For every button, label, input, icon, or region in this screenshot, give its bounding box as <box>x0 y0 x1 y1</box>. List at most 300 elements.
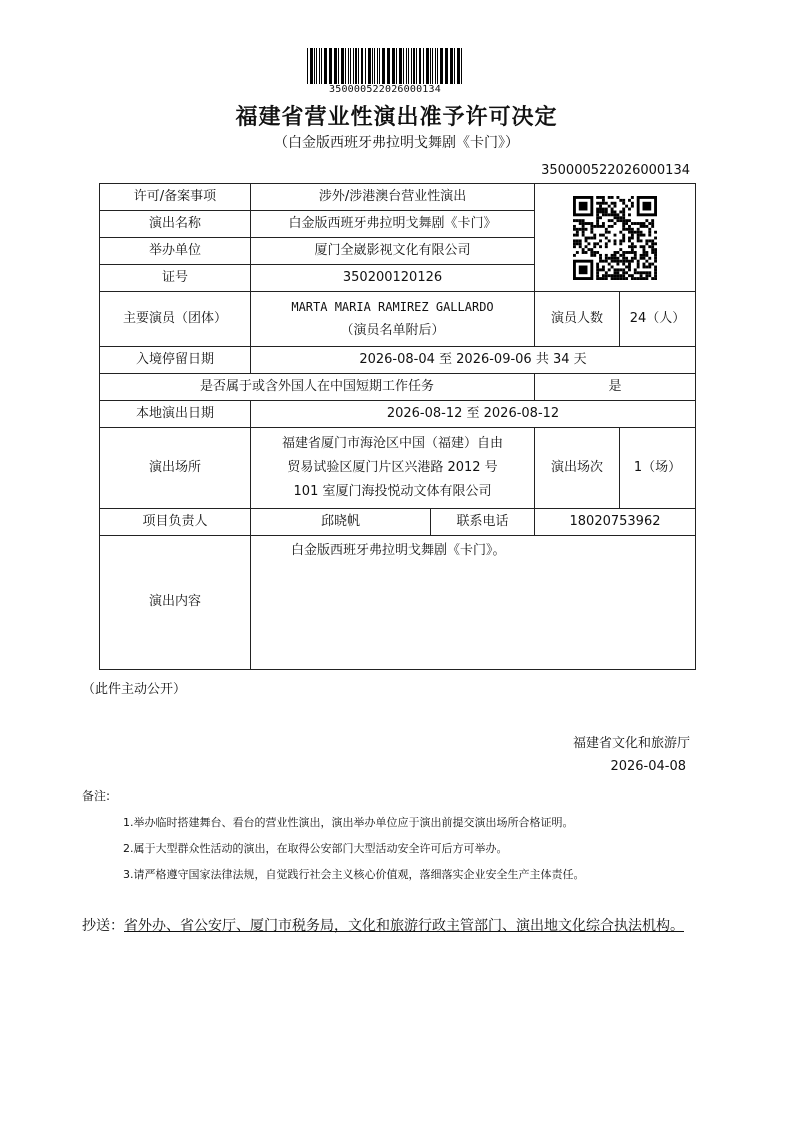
qr-module <box>651 219 654 222</box>
label-show-name: 演出名称 <box>100 211 251 238</box>
qr-module <box>651 248 654 251</box>
qr-module <box>622 219 625 222</box>
barcode-bar <box>426 48 429 84</box>
qr-module <box>593 233 596 236</box>
barcode-bar <box>377 48 378 84</box>
qr-module <box>619 277 622 280</box>
qr-module <box>582 219 585 222</box>
qr-module <box>645 259 648 262</box>
barcode-bar <box>374 48 375 84</box>
qr-module <box>622 277 625 280</box>
qr-module <box>628 265 631 268</box>
qr-module <box>590 251 593 254</box>
qr-module <box>631 222 634 225</box>
qr-module <box>645 254 648 257</box>
qr-module <box>582 233 585 236</box>
qr-module <box>631 230 634 233</box>
qr-module <box>622 233 625 236</box>
performer-list-note: （演员名单附后） <box>340 323 445 339</box>
qr-module <box>631 251 634 254</box>
qr-module <box>634 245 637 248</box>
qr-module <box>643 271 646 274</box>
qr-module <box>602 268 605 271</box>
barcode <box>305 48 465 84</box>
qr-module <box>640 230 643 233</box>
barcode-bar <box>435 48 436 84</box>
barcode-bar <box>382 48 385 84</box>
qr-module <box>622 227 625 230</box>
qr-module <box>614 239 617 242</box>
value-main-performers <box>251 292 535 347</box>
qr-module <box>622 268 625 271</box>
barcode-bar <box>430 48 431 84</box>
barcode-number: 350000522026000134 <box>329 84 441 95</box>
label-content: 演出内容 <box>100 535 251 669</box>
barcode-bar <box>454 48 455 84</box>
qr-module <box>590 225 593 228</box>
qr-module <box>619 268 622 271</box>
qr-module <box>648 274 651 277</box>
qr-module <box>628 262 631 265</box>
qr-module <box>590 227 593 230</box>
qr-module <box>622 236 625 239</box>
qr-module <box>593 236 596 239</box>
qr-module <box>616 216 619 219</box>
qr-module <box>622 198 625 201</box>
barcode-bar <box>338 48 339 84</box>
qr-module <box>645 277 648 280</box>
qr-module <box>611 213 614 216</box>
qr-module <box>622 256 625 259</box>
qr-module <box>596 213 599 216</box>
qr-module <box>608 213 611 216</box>
qr-module <box>654 251 657 254</box>
qr-module <box>648 222 651 225</box>
qr-module <box>614 222 617 225</box>
qr-module <box>616 259 619 262</box>
qr-module <box>614 256 617 259</box>
qr-module <box>602 196 605 199</box>
qr-code <box>573 196 657 280</box>
qr-module <box>605 271 608 274</box>
qr-module <box>625 222 628 225</box>
qr-module <box>608 262 611 265</box>
qr-module <box>611 259 614 262</box>
qr-module <box>608 256 611 259</box>
qr-module <box>625 277 628 280</box>
qr-module <box>596 225 599 228</box>
qr-module <box>605 242 608 245</box>
barcode-bar <box>440 48 443 84</box>
qr-module <box>628 259 631 262</box>
qr-module <box>576 242 579 245</box>
qr-module <box>628 227 631 230</box>
qr-module <box>645 274 648 277</box>
qr-module <box>619 198 622 201</box>
barcode-bar <box>350 48 351 84</box>
qr-module <box>651 251 654 254</box>
document-number: 350000522026000134 <box>541 163 690 178</box>
qr-module <box>619 230 622 233</box>
qr-module <box>654 271 657 274</box>
qr-module <box>651 262 654 265</box>
value-organizer: 厦门全崴影视文化有限公司 <box>251 238 535 265</box>
barcode-bar <box>316 48 317 84</box>
value-performer-count: 24（人） <box>620 292 696 347</box>
qr-module <box>622 225 625 228</box>
qr-module <box>614 268 617 271</box>
qr-module <box>599 225 602 228</box>
qr-module <box>637 236 640 239</box>
qr-module <box>616 271 619 274</box>
qr-module <box>602 274 605 277</box>
qr-module <box>645 251 648 254</box>
qr-module <box>651 225 654 228</box>
qr-module <box>608 268 611 271</box>
qr-module <box>596 274 599 277</box>
qr-module <box>596 268 599 271</box>
value-license: 350200120126 <box>251 265 535 292</box>
qr-module <box>634 254 637 257</box>
qr-module <box>637 271 640 274</box>
value-stay-dates: 2026-08-04 至 2026-09-06 共 34 天 <box>251 347 696 374</box>
qr-module <box>590 222 593 225</box>
barcode-bar <box>416 48 417 84</box>
document-title: 福建省营业性演出准予许可决定 <box>235 105 558 130</box>
qr-module <box>602 210 605 213</box>
qr-module <box>605 213 608 216</box>
qr-module <box>579 239 582 242</box>
qr-module <box>654 230 657 233</box>
qr-module <box>611 256 614 259</box>
barcode-bar <box>341 48 344 84</box>
qr-module <box>602 213 605 216</box>
qr-module <box>587 222 590 225</box>
qr-module <box>631 248 634 251</box>
qr-module <box>654 256 657 259</box>
qr-module <box>619 248 622 251</box>
barcode-bar <box>461 48 462 84</box>
qr-module <box>643 277 646 280</box>
qr-module <box>605 245 608 248</box>
qr-module <box>625 265 628 268</box>
qr-module <box>616 277 619 280</box>
barcode-bar <box>345 48 346 84</box>
issuer-name: 福建省文化和旅游厅 <box>572 736 690 751</box>
note-item-2: 2.属于大型群众性活动的演出，在取得公安部门大型活动安全许可后方可举办。 <box>123 842 508 855</box>
qr-module <box>643 222 646 225</box>
qr-module <box>643 248 646 251</box>
label-short-term-work: 是否属于或含外国人在中国短期工作任务 <box>100 374 535 401</box>
qr-module <box>622 222 625 225</box>
qr-module <box>614 204 617 207</box>
qr-module <box>622 271 625 274</box>
qr-module <box>590 230 593 233</box>
qr-module <box>582 251 585 254</box>
barcode-bar <box>445 48 448 84</box>
qr-module <box>576 230 579 233</box>
qr-module <box>614 233 617 236</box>
qr-module <box>599 268 602 271</box>
qr-module <box>648 230 651 233</box>
qr-module <box>573 219 576 222</box>
qr-module <box>573 239 576 242</box>
qr-module <box>579 227 582 230</box>
qr-module <box>637 239 640 242</box>
qr-module <box>628 251 631 254</box>
qr-module <box>645 242 648 245</box>
barcode-bar <box>413 48 415 84</box>
qr-module <box>640 277 643 280</box>
barcode-bar <box>329 48 332 84</box>
label-sessions: 演出场次 <box>535 428 620 508</box>
value-local-dates: 2026-08-12 至 2026-08-12 <box>251 401 696 428</box>
qr-module <box>573 233 576 236</box>
qr-module <box>654 254 657 257</box>
qr-module <box>573 242 576 245</box>
qr-module <box>631 204 634 207</box>
qr-module <box>654 236 657 239</box>
qr-module <box>585 236 588 239</box>
qr-module <box>599 256 602 259</box>
qr-module <box>634 251 637 254</box>
qr-module <box>611 219 614 222</box>
qr-module <box>605 201 608 204</box>
qr-module <box>640 274 643 277</box>
qr-module <box>602 198 605 201</box>
qr-module <box>654 259 657 262</box>
qr-module <box>648 265 651 268</box>
barcode-bar <box>361 48 363 84</box>
qr-module <box>611 254 614 257</box>
qr-module <box>625 227 628 230</box>
label-manager: 项目负责人 <box>100 508 251 535</box>
label-local-dates: 本地演出日期 <box>100 401 251 428</box>
qr-module <box>645 219 648 222</box>
qr-module <box>631 201 634 204</box>
label-phone: 联系电话 <box>431 508 535 535</box>
qr-module <box>616 268 619 271</box>
barcode-bar <box>358 48 359 84</box>
qr-module <box>587 242 590 245</box>
qr-module <box>643 254 646 257</box>
qr-module <box>651 222 654 225</box>
qr-module <box>622 259 625 262</box>
qr-module <box>628 225 631 228</box>
qr-module <box>640 271 643 274</box>
qr-module <box>599 204 602 207</box>
qr-module <box>573 227 576 230</box>
qr-module <box>602 225 605 228</box>
barcode-bar <box>411 48 412 84</box>
qr-module <box>599 245 602 248</box>
qr-module <box>585 227 588 230</box>
value-show-name: 白金版西班牙弗拉明戈舞剧《卡门》 <box>251 211 535 238</box>
barcode-bar <box>403 48 404 84</box>
notes-label: 备注: <box>82 789 111 803</box>
qr-module <box>593 225 596 228</box>
qr-module <box>611 265 614 268</box>
qr-module <box>622 254 625 257</box>
qr-module <box>605 274 608 277</box>
qr-module <box>576 233 579 236</box>
qr-module <box>576 251 579 254</box>
qr-module <box>599 196 602 199</box>
label-license: 证号 <box>100 265 251 292</box>
qr-module <box>637 227 640 230</box>
qr-module <box>631 196 634 199</box>
qr-module <box>579 219 582 222</box>
qr-module <box>614 242 617 245</box>
value-content: 白金版西班牙弗拉明戈舞剧《卡门》。 <box>251 535 696 669</box>
qr-module <box>614 213 617 216</box>
qr-module <box>643 245 646 248</box>
qr-module <box>628 219 631 222</box>
qr-module <box>643 233 646 236</box>
qr-module <box>643 265 646 268</box>
qr-module <box>622 274 625 277</box>
cc-section <box>82 914 712 938</box>
qr-module <box>582 230 585 233</box>
qr-module <box>596 271 599 274</box>
qr-module <box>634 268 637 271</box>
qr-module <box>616 262 619 265</box>
qr-module <box>625 219 628 222</box>
label-organizer: 举办单位 <box>100 238 251 265</box>
qr-module <box>634 256 637 259</box>
qr-module <box>628 245 631 248</box>
qr-module <box>616 274 619 277</box>
qr-module <box>582 225 585 228</box>
qr-module <box>593 242 596 245</box>
qr-module <box>596 210 599 213</box>
qr-module <box>599 201 602 204</box>
qr-module <box>596 262 599 265</box>
qr-module <box>619 210 622 213</box>
qr-module <box>654 274 657 277</box>
qr-module <box>596 277 599 280</box>
qr-module <box>599 210 602 213</box>
barcode-bar <box>423 48 424 84</box>
qr-module <box>579 245 582 248</box>
qr-module <box>602 259 605 262</box>
qr-module <box>596 219 599 222</box>
qr-module <box>608 230 611 233</box>
barcode-bar <box>321 48 322 84</box>
barcode-bar <box>314 48 315 84</box>
qr-module <box>619 239 622 242</box>
barcode-bar <box>319 48 320 84</box>
public-note: （此件主动公开） <box>82 682 187 697</box>
venue-line-2: 贸易试验区厦门片区兴港路 2012 号 <box>287 460 498 476</box>
qr-module <box>614 259 617 262</box>
qr-module <box>596 222 599 225</box>
qr-module <box>611 277 614 280</box>
qr-module <box>654 277 657 280</box>
qr-module <box>645 265 648 268</box>
qr-module <box>602 277 605 280</box>
qr-module <box>573 225 576 228</box>
barcode-bar <box>387 48 390 84</box>
qr-module <box>605 227 608 230</box>
qr-module <box>614 216 617 219</box>
barcode-bar <box>399 48 402 84</box>
barcode-bar <box>368 48 371 84</box>
qr-module <box>640 239 643 242</box>
qr-module <box>622 207 625 210</box>
qr-module <box>605 277 608 280</box>
qr-module <box>619 216 622 219</box>
qr-module <box>611 210 614 213</box>
barcode-bar <box>450 48 453 84</box>
qr-module <box>628 239 631 242</box>
qr-module <box>645 239 648 242</box>
cc-label: 抄送： <box>82 918 124 934</box>
qr-module <box>602 201 605 204</box>
qr-module <box>596 242 599 245</box>
barcode-bar <box>457 48 460 84</box>
qr-module <box>654 242 657 245</box>
qr-module <box>605 236 608 239</box>
qr-module <box>616 213 619 216</box>
qr-module <box>643 256 646 259</box>
qr-module <box>599 277 602 280</box>
qr-module <box>622 262 625 265</box>
qr-finder <box>579 201 588 210</box>
qr-module <box>602 207 605 210</box>
qr-module <box>593 254 596 257</box>
qr-module <box>599 216 602 219</box>
qr-module <box>640 222 643 225</box>
qr-module <box>576 239 579 242</box>
qr-module <box>619 219 622 222</box>
qr-module <box>625 271 628 274</box>
cc-recipients: 省外办、省公安厅、厦门市税务局，文化和旅游行政主管部门、演出地文化综合执法机构。 <box>124 918 684 934</box>
qr-module <box>643 262 646 265</box>
qr-module <box>582 222 585 225</box>
qr-module <box>585 251 588 254</box>
qr-module <box>628 236 631 239</box>
qr-module <box>596 251 599 254</box>
qr-module <box>628 268 631 271</box>
qr-module <box>631 256 634 259</box>
qr-module <box>648 262 651 265</box>
barcode-bar <box>372 48 373 84</box>
qr-module <box>602 222 605 225</box>
qr-module <box>573 245 576 248</box>
qr-code-cell <box>535 184 696 292</box>
qr-module <box>643 225 646 228</box>
qr-module <box>645 271 648 274</box>
qr-module <box>622 216 625 219</box>
qr-module <box>637 262 640 265</box>
qr-module <box>605 256 608 259</box>
qr-module <box>625 251 628 254</box>
qr-module <box>587 248 590 251</box>
qr-module <box>611 274 614 277</box>
barcode-bar <box>432 48 433 84</box>
qr-finder <box>643 201 652 210</box>
qr-module <box>614 277 617 280</box>
qr-module <box>637 259 640 262</box>
qr-module <box>622 210 625 213</box>
qr-module <box>651 277 654 280</box>
qr-module <box>614 274 617 277</box>
qr-module <box>631 259 634 262</box>
qr-module <box>590 248 593 251</box>
qr-module <box>593 251 596 254</box>
qr-module <box>651 239 654 242</box>
